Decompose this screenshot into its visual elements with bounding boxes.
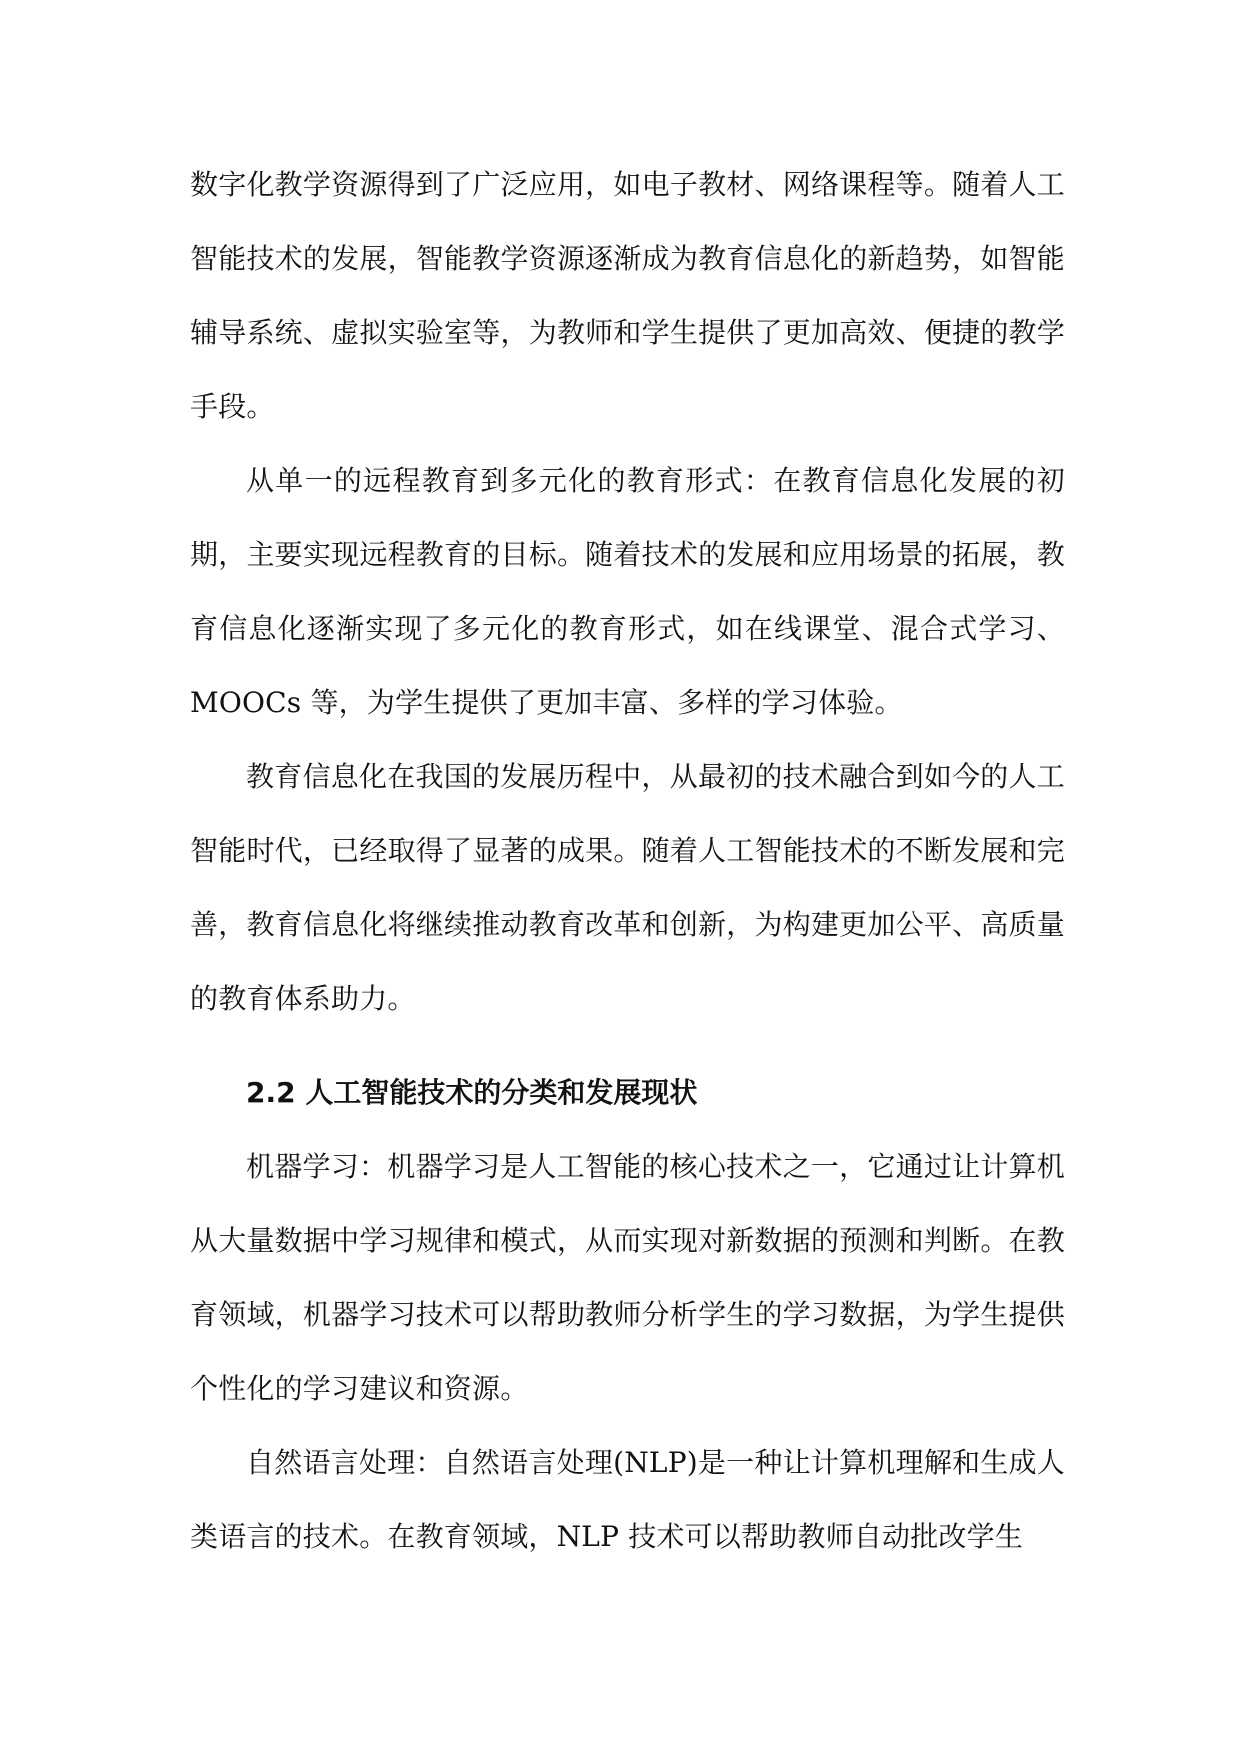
- document-body: [190, 148, 1065, 1574]
- section-heading: 2.2 人工智能技术的分类和发展现状: [246, 1076, 698, 1109]
- paragraph-machine-learning: 机器学习：机器学习是人工智能的核心技术之一，它通过让计算机从大量数据中学习规律和模式，从而实现对新数据的预测和判断。在教育领域，机器学习技术可以帮助教师分析学生的学习数据，为学生提供个性化的学习建议和资源。: [190, 1150, 1065, 1405]
- paragraph-achievements: 教育信息化在我国的发展历程中，从最初的技术融合到如今的人工智能时代，已经取得了显著的成果。随着人工智能技术的不断发展和完善，教育信息化将继续推动教育改革和创新，为构建更加公平、高质量的教育体系助力。: [190, 760, 1065, 1015]
- paragraph-digital-resources: 数字化教学资源得到了广泛应用，如电子教材、网络课程等。随着人工智能技术的发展，智能教学资源逐渐成为教育信息化的新趋势，如智能辅导系统、虚拟实验室等，为教师和学生提供了更加高效、便捷的教学手段。: [190, 168, 1065, 423]
- paragraph-education-forms: 从单一的远程教育到多元化的教育形式：在教育信息化发展的初期，主要实现远程教育的目标。随着技术的发展和应用场景的拓展，教育信息化逐渐实现了多元化的教育形式，如在线课堂、混合式学习、MOOCs 等，为学生提供了更加丰富、多样的学习体验。: [190, 464, 1065, 719]
- paragraph-nlp: 自然语言处理：自然语言处理(NLP)是一种让计算机理解和生成人类语言的技术。在教育领域，NLP 技术可以帮助教师自动批改学生: [190, 1446, 1065, 1553]
